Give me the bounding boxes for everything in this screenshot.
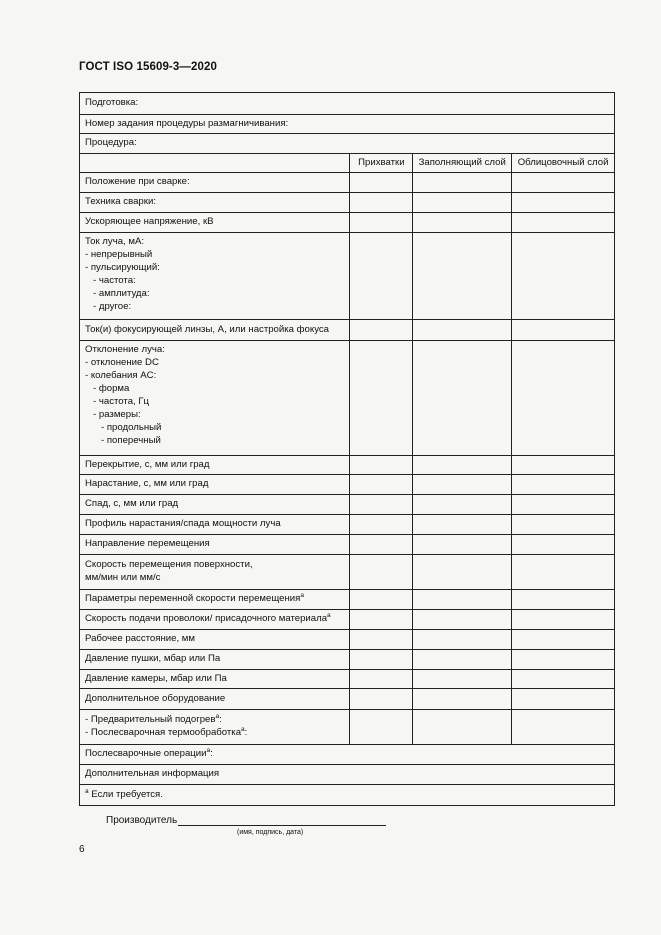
footnote-mark: a [215,713,220,721]
chamber-pressure-label: Давление камеры, мбар или Па [80,670,350,689]
table-row [80,475,615,495]
value-cell[interactable] [350,610,413,630]
form-row-post-ops [80,745,615,765]
table-row [80,670,615,689]
footnote-mark: a [206,747,211,755]
value-cell[interactable] [512,233,615,320]
beam-current-continuous: - непрерывный [85,248,153,260]
wire-feed-label: Скорость подачи проволоки/ присадочного материала [85,613,328,625]
value-cell[interactable] [350,670,413,689]
beam-deflection-ac: - колебания AC: [85,369,157,381]
value-cell[interactable] [413,495,512,515]
beam-deflection-dc: - отклонение DC [85,356,159,368]
preheat-line: - Предварительный подогрев$^a$: [85,713,222,726]
footnote-mark: a [241,726,245,733]
column-header-tacks: Прихватки [350,154,413,173]
variable-speed-cell [80,590,350,610]
table-row [80,535,615,555]
weld-technique-label: Техника сварки: [80,193,350,213]
value-cell[interactable] [350,630,413,650]
table-row [80,590,615,610]
value-cell[interactable] [512,456,615,475]
table-row [80,555,615,590]
preheat-label: - Предварительный подогрев [85,714,216,726]
value-cell[interactable] [350,535,413,555]
footnote-text: Если требуется. [91,788,163,800]
beam-deflection-shape: - форма [93,382,130,394]
value-cell[interactable] [413,193,512,213]
value-cell[interactable] [350,515,413,535]
column-header-row [80,154,615,173]
value-cell[interactable] [350,233,413,320]
beam-deflection-frequency: - частота, Гц [93,395,150,407]
value-cell[interactable] [413,341,512,456]
overlap-label: Перекрытие, с, мм или град [80,456,350,475]
gun-pressure-label: Давление пушки, мбар или Па [80,650,350,670]
procedure-label: Процедура: [80,134,615,154]
beam-current-other: - другое: [93,300,132,312]
form-row-extra-info [80,765,615,785]
footnote-cell [80,785,615,806]
power-profile-label: Профиль нарастания/спада мощности луча [80,515,350,535]
table-row [80,515,615,535]
table-row [80,610,615,630]
value-cell[interactable] [350,475,413,495]
column-header-cap-layer: Облицовочный слой [512,154,615,173]
value-cell[interactable] [512,475,615,495]
beam-current-frequency: - частота: [93,274,136,286]
beam-current-cell [80,233,350,320]
value-cell[interactable] [413,213,512,233]
table-row [80,320,615,341]
wire-feed-cell [80,610,350,630]
value-cell[interactable] [512,320,615,341]
footnote-row [80,785,615,806]
table-row [80,650,615,670]
value-cell[interactable] [512,341,615,456]
value-cell[interactable] [512,193,615,213]
value-cell[interactable] [350,710,413,745]
table-row [80,710,615,745]
welding-procedure-form [79,92,615,806]
ramp-down-label: Спад, с, мм или град [80,495,350,515]
value-cell[interactable] [413,475,512,495]
table-row [80,213,615,233]
surface-speed-line2: мм/мин или мм/с [85,572,161,583]
value-cell[interactable] [413,320,512,341]
value-cell[interactable] [413,555,512,590]
value-cell[interactable] [350,193,413,213]
ramp-up-label: Нарастание, с, мм или град [80,475,350,495]
extra-info-label: Дополнительная информация [80,765,615,785]
heat-treatment-cell [80,710,350,745]
value-cell[interactable] [512,535,615,555]
table-row [80,630,615,650]
value-cell[interactable] [512,495,615,515]
value-cell[interactable] [350,320,413,341]
value-cell[interactable] [512,689,615,710]
value-cell[interactable] [413,173,512,193]
value-cell[interactable] [350,341,413,456]
value-cell[interactable] [413,670,512,689]
value-cell[interactable] [350,689,413,710]
value-cell[interactable] [350,213,413,233]
beam-current-title: Ток луча, мА: [85,236,145,247]
value-cell[interactable] [512,173,615,193]
value-cell[interactable] [350,555,413,590]
value-cell[interactable] [512,630,615,650]
beam-current-pulsed: - пульсирующий: [85,261,160,273]
form-row-demag-number [80,115,615,134]
footnote-mark: a [327,612,331,620]
table-row [80,193,615,213]
table-row [80,689,615,710]
surface-speed-line1: Скорость перемещения поверхности, [85,559,253,571]
form-row-procedure [80,134,615,154]
table-row [80,173,615,193]
value-cell[interactable] [413,456,512,475]
value-cell[interactable] [512,555,615,590]
value-cell[interactable] [512,610,615,630]
value-cell[interactable] [350,590,413,610]
footnote-mark: a [300,592,304,600]
value-cell[interactable] [413,689,512,710]
post-heat-line: - Послесварочная термообработка$^a$: [85,726,248,738]
table-row [80,233,615,320]
post-ops-label: Послесварочные операции [85,748,207,760]
beam-deflection-cell [80,341,350,456]
value-cell[interactable] [512,590,615,610]
value-cell[interactable] [512,650,615,670]
document-id: ГОСТ ISO 15609-3—2020 [79,61,217,73]
value-cell[interactable] [512,710,615,745]
value-cell[interactable] [350,495,413,515]
value-cell[interactable] [350,456,413,475]
value-cell[interactable] [512,213,615,233]
travel-direction-label: Направление перемещения [80,535,350,555]
beam-deflection-dimensions: - размеры: [93,408,141,420]
demag-number-label: Номер задания процедуры размагничивания: [80,115,615,134]
producer-signature-line[interactable] [178,825,386,826]
surface-speed-cell [80,555,350,590]
table-row [80,341,615,456]
variable-speed-label: Параметры переменной скорости перемещения [85,593,301,605]
beam-deflection-longitudinal: - продольный [101,421,162,433]
value-cell[interactable] [413,535,512,555]
beam-deflection-title: Отклонение луча: [85,344,165,355]
post-ops-cell: Послесварочные операции$^a$: [80,745,615,765]
value-cell[interactable] [413,233,512,320]
value-cell[interactable] [413,710,512,745]
extra-equipment-label: Дополнительное оборудование [80,689,350,710]
producer-label: Производитель [106,815,178,826]
value-cell[interactable] [350,650,413,670]
value-cell[interactable] [413,590,512,610]
column-header-fill-layer: Заполняющий слой [413,154,512,173]
beam-current-amplitude: - амплитуда: [93,287,150,299]
value-cell[interactable] [350,173,413,193]
form-row-preparation [80,93,615,115]
beam-deflection-transverse: - поперечный [101,434,161,446]
value-cell[interactable] [413,650,512,670]
focus-current-label: Ток(и) фокусирующей линзы, А, или настройка фокуса [80,320,350,341]
post-heat-label: - Послесварочная термообработка [85,727,242,738]
producer-hint: (имя, подпись, дата) [237,829,304,836]
value-cell[interactable] [413,630,512,650]
page-number: 6 [79,844,85,855]
weld-position-label: Положение при сварке: [80,173,350,193]
preparation-label: Подготовка: [80,93,615,115]
value-cell[interactable] [512,515,615,535]
value-cell[interactable] [512,670,615,689]
acc-voltage-label: Ускоряющее напряжение, кВ [80,213,350,233]
table-row [80,456,615,475]
working-distance-label: Рабочее расстояние, мм [80,630,350,650]
value-cell[interactable] [413,515,512,535]
table-row [80,495,615,515]
value-cell[interactable] [413,610,512,630]
column-header-empty [80,154,350,173]
footnote-mark: a [85,787,89,795]
